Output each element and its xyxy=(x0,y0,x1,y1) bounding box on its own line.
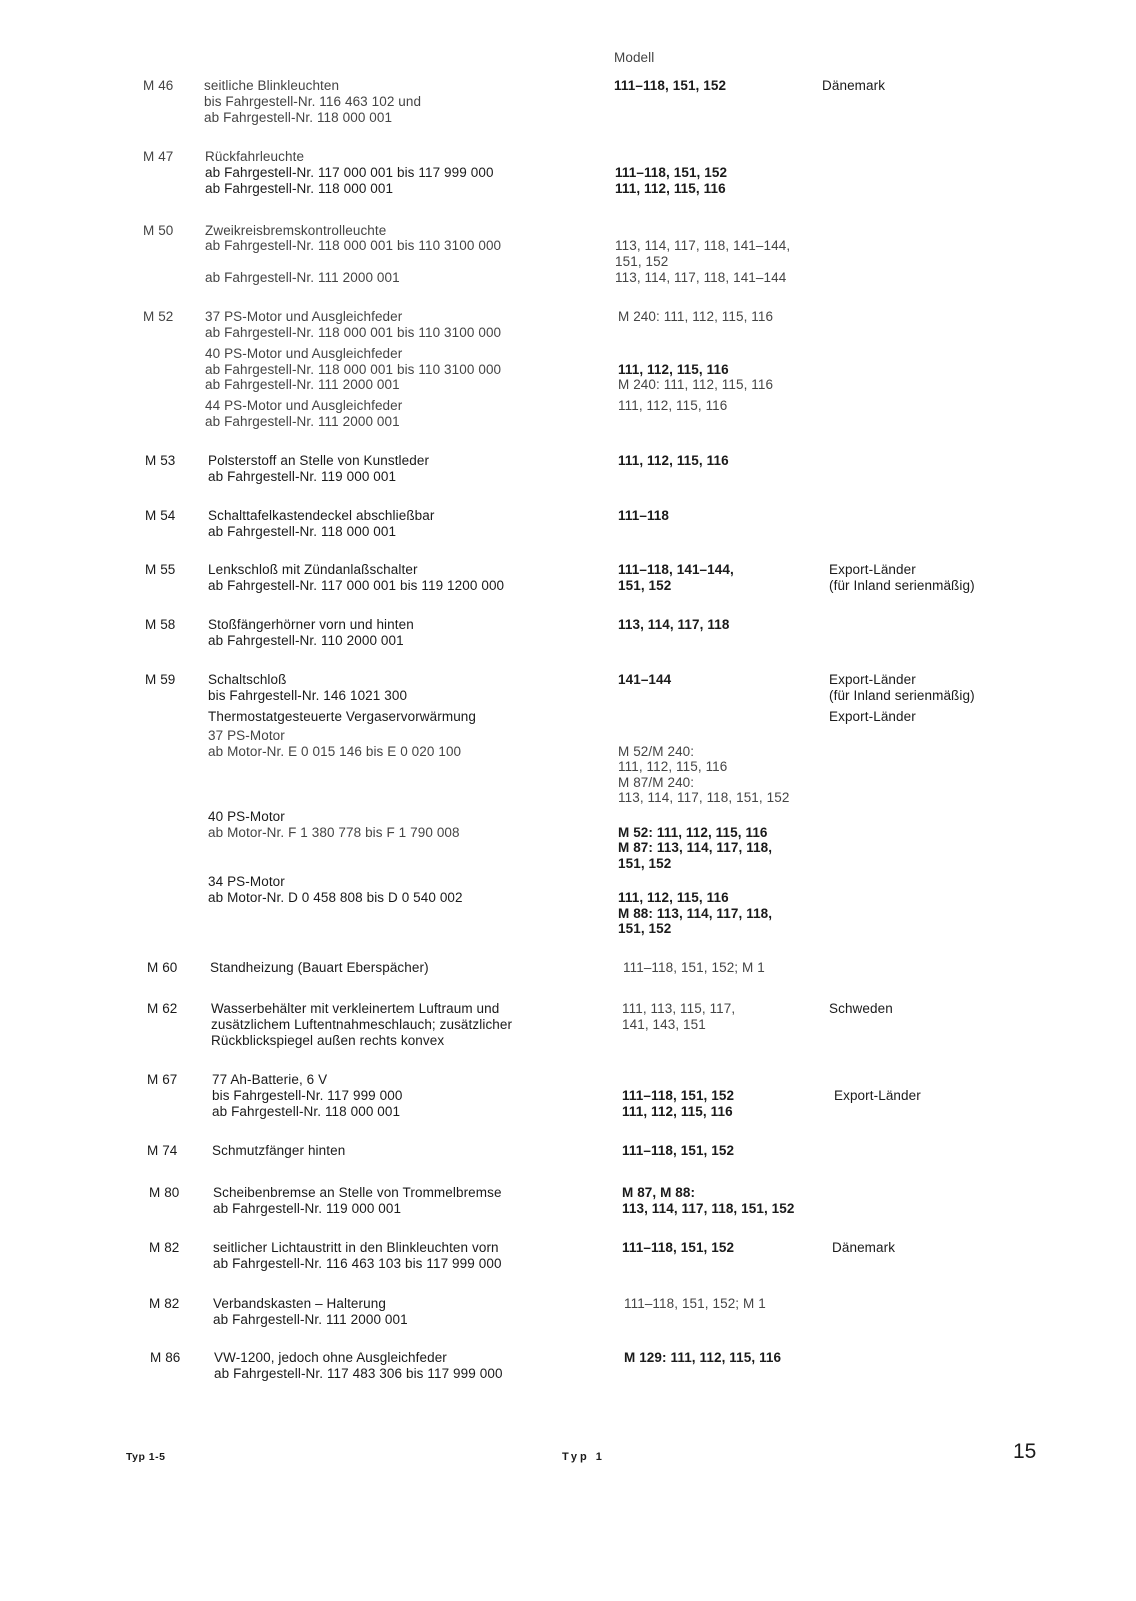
model-list-line: 111–118, 151, 152 xyxy=(622,1240,735,1255)
model-list-line: M 87, M 88: xyxy=(622,1185,696,1200)
model-list-line: 111–118, 151, 152 xyxy=(622,1088,735,1103)
model-list-line: M 240: 111, 112, 115, 116 xyxy=(618,377,774,392)
market-note: Export-Länder xyxy=(834,1088,921,1103)
footer-type-code: Typ 1-5 xyxy=(126,1451,166,1463)
option-description-line: 77 Ah-Batterie, 6 V xyxy=(212,1072,328,1087)
market-note: Export-Länder xyxy=(829,672,916,687)
option-description-line: Lenkschloß mit Zündanlaßschalter xyxy=(208,562,418,577)
model-list-line: 151, 152 xyxy=(618,578,672,593)
option-description-line: bis Fahrgestell-Nr. 146 1021 300 xyxy=(208,688,408,703)
model-list-line: 113, 114, 117, 118, 151, 152 xyxy=(618,790,790,805)
option-code: M 67 xyxy=(147,1072,178,1087)
option-code: M 46 xyxy=(143,78,174,93)
option-code: M 82 xyxy=(149,1296,180,1311)
option-description-line: VW-1200, jedoch ohne Ausgleichfeder xyxy=(214,1350,447,1365)
footer-type-label: Typ 1 xyxy=(562,1451,605,1463)
option-description-line: seitlicher Lichtaustritt in den Blinkleuchten vorn xyxy=(213,1240,499,1255)
market-note: Export-Länder xyxy=(829,709,916,724)
option-description-line: 34 PS-Motor xyxy=(208,874,285,889)
model-list-line: 111, 112, 115, 116 xyxy=(622,1104,733,1119)
option-description-line: ab Fahrgestell-Nr. 118 000 001 xyxy=(212,1104,401,1119)
option-description-line: Rückfahrleuchte xyxy=(205,149,305,164)
option-description-line: ab Motor-Nr. D 0 458 808 bis D 0 540 002 xyxy=(208,890,463,905)
option-code: M 47 xyxy=(143,149,174,164)
model-list-line: 111–118, 151, 152; M 1 xyxy=(624,1296,766,1311)
model-list-line: M 52/M 240: xyxy=(618,744,695,759)
model-list-line: 113, 114, 117, 118 xyxy=(618,617,730,632)
market-note: (für Inland serienmäßig) xyxy=(829,688,975,703)
option-code: M 62 xyxy=(147,1001,178,1016)
model-list-line: 113, 114, 117, 118, 141–144, xyxy=(615,238,791,253)
option-description-line: ab Fahrgestell-Nr. 117 000 001 bis 119 1200 000 xyxy=(208,578,505,593)
option-description-line: ab Fahrgestell-Nr. 118 000 001 bis 110 3100 000 xyxy=(205,325,502,340)
model-list-line: M 87/M 240: xyxy=(618,775,695,790)
option-description-line: 40 PS-Motor und Ausgleichfeder xyxy=(205,346,403,361)
model-list-line: 151, 152 xyxy=(618,921,672,936)
option-description-line: bis Fahrgestell-Nr. 117 999 000 xyxy=(212,1088,403,1103)
option-code: M 50 xyxy=(143,223,174,238)
model-list-line: 111, 112, 115, 116 xyxy=(618,453,729,468)
option-description-line: ab Fahrgestell-Nr. 110 2000 001 xyxy=(208,633,404,648)
option-description-line: ab Fahrgestell-Nr. 111 2000 001 xyxy=(205,377,400,392)
option-description-line: ab Fahrgestell-Nr. 119 000 001 xyxy=(213,1201,402,1216)
model-list-line: 111–118, 151, 152 xyxy=(615,165,728,180)
option-description-line: seitliche Blinkleuchten xyxy=(204,78,340,93)
model-list-line: 111–118, 151, 152 xyxy=(622,1143,735,1158)
model-list-line: 111–118 xyxy=(618,508,670,523)
option-description-line: bis Fahrgestell-Nr. 116 463 102 und xyxy=(204,94,422,109)
model-list-line: 111, 112, 115, 116 xyxy=(615,181,726,196)
option-code: M 52 xyxy=(143,309,174,324)
option-description-line: ab Fahrgestell-Nr. 111 2000 001 xyxy=(205,270,400,285)
model-list-line: 113, 114, 117, 118, 141–144 xyxy=(615,270,787,285)
option-description-line: Schaltschloß xyxy=(208,672,287,687)
option-code: M 53 xyxy=(145,453,176,468)
model-list-line: M 87: 113, 114, 117, 118, xyxy=(618,840,773,855)
model-list-line: M 52: 111, 112, 115, 116 xyxy=(618,825,768,840)
option-description-line: Verbandskasten – Halterung xyxy=(213,1296,386,1311)
option-description-line: ab Fahrgestell-Nr. 118 000 001 bis 110 3100 000 xyxy=(205,362,502,377)
option-code: M 59 xyxy=(145,672,176,687)
option-description-line: ab Fahrgestell-Nr. 118 000 001 bis 110 3100 000 xyxy=(205,238,502,253)
page-number: 15 xyxy=(1013,1440,1037,1463)
option-description-line: zusätzlichem Luftentnahmeschlauch; zusätzlicher xyxy=(211,1017,513,1032)
option-description-line: 37 PS-Motor xyxy=(208,728,285,743)
option-description-line: 40 PS-Motor xyxy=(208,809,285,824)
option-description-line: ab Fahrgestell-Nr. 111 2000 001 xyxy=(205,414,400,429)
market-note: Dänemark xyxy=(822,78,886,93)
option-description-line: ab Fahrgestell-Nr. 118 000 001 xyxy=(208,524,397,539)
option-description-line: Rückblickspiegel außen rechts konvex xyxy=(211,1033,445,1048)
option-description-line: ab Motor-Nr. F 1 380 778 bis F 1 790 008 xyxy=(208,825,460,840)
model-list-line: M 88: 113, 114, 117, 118, xyxy=(618,906,773,921)
option-description-line: Thermostatgesteuerte Vergaservorwärmung xyxy=(208,709,477,724)
market-note: (für Inland serienmäßig) xyxy=(829,578,975,593)
option-description-line: Schmutzfänger hinten xyxy=(212,1143,346,1158)
market-note: Schweden xyxy=(829,1001,893,1016)
option-description-line: Wasserbehälter mit verkleinertem Luftraum und xyxy=(211,1001,500,1016)
option-code: M 86 xyxy=(150,1350,181,1365)
option-code: M 54 xyxy=(145,508,176,523)
model-list-line: 141, 143, 151 xyxy=(622,1017,706,1032)
model-list-line: 111, 112, 115, 116 xyxy=(618,890,729,905)
option-code: M 60 xyxy=(147,960,178,975)
option-description-line: Polsterstoff an Stelle von Kunstleder xyxy=(208,453,430,468)
model-list-line: 111–118, 151, 152; M 1 xyxy=(623,960,765,975)
option-description-line: Scheibenbremse an Stelle von Trommelbremse xyxy=(213,1185,502,1200)
option-description-line: Schalttafelkastendeckel abschließbar xyxy=(208,508,435,523)
option-code: M 55 xyxy=(145,562,176,577)
option-description-line: Stoßfängerhörner vorn und hinten xyxy=(208,617,414,632)
option-description-line: 37 PS-Motor und Ausgleichfeder xyxy=(205,309,403,324)
model-list-line: M 129: 111, 112, 115, 116 xyxy=(624,1350,782,1365)
option-description-line: Standheizung (Bauart Eberspächer) xyxy=(210,960,429,975)
option-description-line: ab Motor-Nr. E 0 015 146 bis E 0 020 100 xyxy=(208,744,462,759)
modell-column-header: Modell xyxy=(614,50,655,65)
option-code: M 80 xyxy=(149,1185,180,1200)
model-list-line: 111–118, 141–144, xyxy=(618,562,734,577)
option-description-line: ab Fahrgestell-Nr. 116 463 103 bis 117 999 000 xyxy=(213,1256,502,1271)
option-description-line: 44 PS-Motor und Ausgleichfeder xyxy=(205,398,403,413)
model-list-line: 111, 112, 115, 116 xyxy=(618,362,729,377)
model-list-line: 151, 152 xyxy=(615,254,669,269)
option-description-line: ab Fahrgestell-Nr. 117 000 001 bis 117 999 000 xyxy=(205,165,494,180)
market-note: Export-Länder xyxy=(829,562,916,577)
option-code: M 58 xyxy=(145,617,176,632)
option-description-line: Zweikreisbremskontrolleuchte xyxy=(205,223,387,238)
model-list-line: 141–144 xyxy=(618,672,672,687)
option-description-line: ab Fahrgestell-Nr. 119 000 001 xyxy=(208,469,397,484)
option-code: M 82 xyxy=(149,1240,180,1255)
model-list-line: 111–118, 151, 152 xyxy=(614,78,727,93)
model-list-line: 111, 113, 115, 117, xyxy=(622,1001,736,1016)
option-description-line: ab Fahrgestell-Nr. 118 000 001 xyxy=(205,181,394,196)
market-note: Dänemark xyxy=(832,1240,896,1255)
model-list-line: M 240: 111, 112, 115, 116 xyxy=(618,309,774,324)
option-description-line: ab Fahrgestell-Nr. 118 000 001 xyxy=(204,110,393,125)
option-code: M 74 xyxy=(147,1143,178,1158)
model-list-line: 111, 112, 115, 116 xyxy=(618,398,728,413)
option-description-line: ab Fahrgestell-Nr. 111 2000 001 xyxy=(213,1312,408,1327)
model-list-line: 111, 112, 115, 116 xyxy=(618,759,728,774)
model-list-line: 113, 114, 117, 118, 151, 152 xyxy=(622,1201,795,1216)
model-list-line: 151, 152 xyxy=(618,856,672,871)
option-description-line: ab Fahrgestell-Nr. 117 483 306 bis 117 999 000 xyxy=(214,1366,503,1381)
